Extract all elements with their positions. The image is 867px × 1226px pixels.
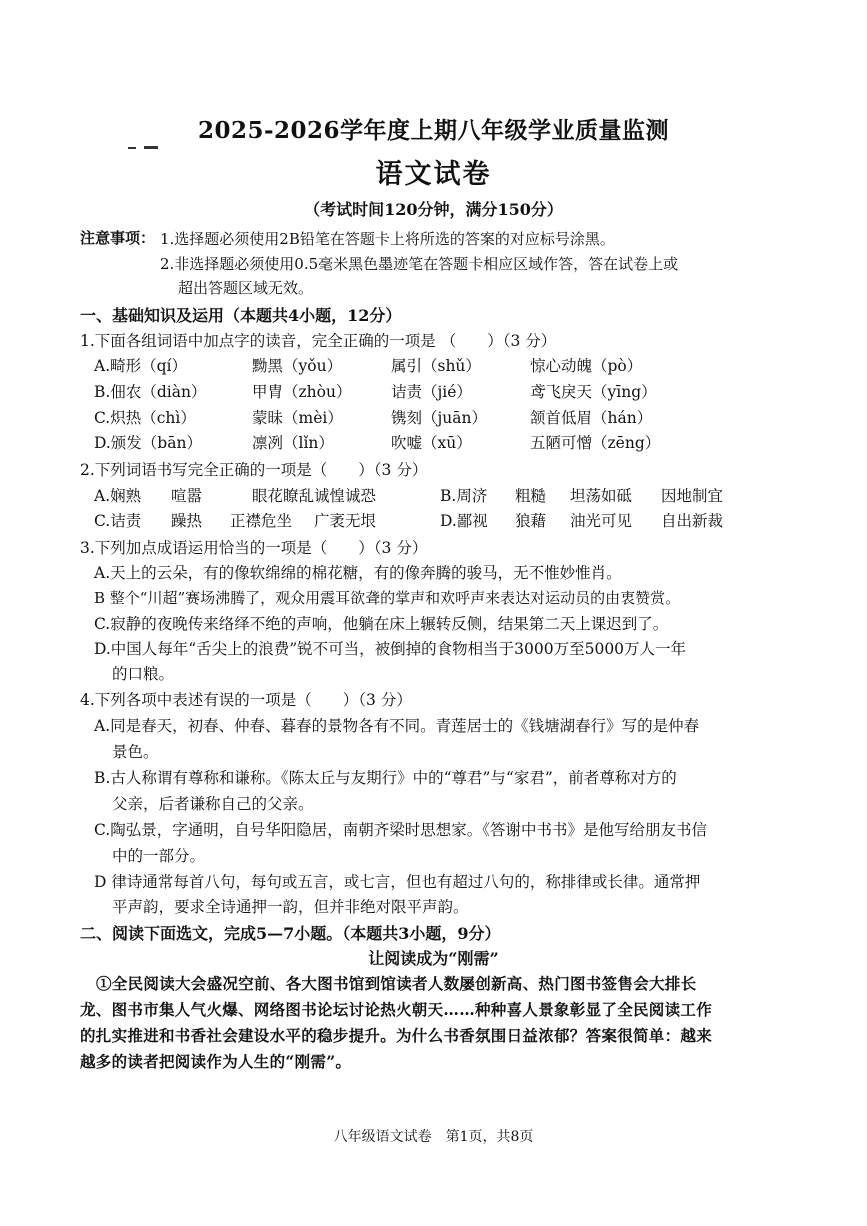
q1-option-b-3: 诘责（jié） (391, 383, 472, 401)
q1-option-a-1: A.畸形（qí） (94, 357, 188, 375)
scan-mark-icon (128, 145, 162, 151)
page-footer: 八年级语文试卷 第1页，共8页 (333, 1129, 534, 1145)
q2-option-d-1: D.鄙视 (440, 512, 488, 530)
q2-option-c-2: 躁热 (171, 512, 203, 530)
q1-option-d-2: 凛冽（lǐn） (252, 434, 334, 452)
q4-option-a-line-2: 景色。 (112, 743, 159, 761)
q2-option-c-1: C.诘责 (94, 512, 142, 530)
q1-option-b-1: B.佃农（diàn） (94, 383, 207, 401)
q2-option-d-4: 自出新裁 (661, 512, 724, 530)
q2-option-c-4: 广袤无垠 (314, 512, 377, 530)
q1-option-a-4: 惊心动魄（pò） (530, 357, 643, 375)
q4-option-b-line-2: 父亲，后者谦称自己的父亲。 (112, 795, 314, 813)
q1-option-a-2: 黝黑（yǒu） (252, 357, 343, 375)
q1-option-b-4: 鸢飞戾天（yīng） (530, 383, 657, 401)
notice-item-2-line-1: 2.非选择题必须使用0.5毫米黑色墨迹笔在答题卡相应区域作答，答在试卷上或 (160, 255, 679, 273)
section-1-heading: 一、基础知识及运用（本题共4小题，12分） (80, 306, 402, 325)
notice-item-2-line-2: 超出答题区域无效。 (178, 279, 314, 297)
q1-option-d-3: 吹嘘（xū） (391, 434, 472, 452)
q4-option-c-line-2: 中的一部分。 (112, 847, 206, 865)
q3-option-c: C.寂静的夜晚传来络绎不绝的声响，他躺在床上辗转反侧，结果第二天上课迟到了。 (94, 615, 669, 633)
q3-option-d-line-2: 的口粮。 (112, 665, 175, 683)
question-1-stem: 1.下面各组词语中加点字的读音，完全正确的一项是 （ ）（3 分） (80, 332, 557, 350)
q1-option-a-3: 属引（shǔ） (391, 357, 481, 375)
notice-label: 注意事项： (80, 229, 156, 247)
q2-option-a-1: A.娴熟 (94, 487, 142, 505)
notice-item-1: 1.选择题必须使用2B铅笔在答题卡上将所选的答案的对应标号涂黑。 (160, 230, 615, 248)
q4-option-a-line-1: A.同是春天，初春、仲春、暮春的景物各有不同。青莲居士的《钱塘湖春行》写的是仲春 (94, 717, 700, 735)
q4-option-d-line-2: 平声韵，要求全诗通押一韵，但并非绝对限平声韵。 (112, 898, 469, 916)
q1-option-b-2: 甲胄（zhòu） (252, 383, 352, 401)
exam-subject: 语文试卷 (375, 159, 492, 190)
question-3-stem: 3.下列加点成语运用恰当的一项是（ ）（3 分） (80, 539, 428, 557)
article-paragraph-line-2: 龙、图书市集人气火爆、网络图书论坛讨论热火朝天……种种喜人景象彰显了全民阅读工作 (80, 1000, 713, 1019)
article-paragraph-line-3: 的扎实推进和书香社会建设水平的稳步提升。为什么书香氛围日益浓郁？答案很简单：越来 (80, 1026, 713, 1045)
q2-option-d-3: 油光可见 (570, 512, 633, 530)
q4-option-d-line-1: D 律诗通常每首八句，每句或五言，或七言，但也有超过八句的，称排律或长律。通常押 (94, 873, 701, 891)
article-paragraph-line-1: ①全民阅读大会盛况空前、各大图书馆到馆读者人数屡创新高、热门图书签售会大排长 (96, 974, 697, 993)
q1-option-d-4: 五陋可憎（zēng） (530, 434, 661, 452)
question-2-stem: 2.下列词语书写完全正确的一项是（ ）（3 分） (80, 461, 428, 479)
q4-option-c-line-1: C.陶弘景，字通明，自号华阳隐居，南朝齐梁时思想家。《答谢中书书》是他写给朋友书信 (94, 821, 707, 839)
q2-option-b-4: 因地制宜 (661, 487, 724, 505)
q1-option-d-1: D.颁发（bān） (94, 434, 202, 452)
q2-option-b-3: 坦荡如砥 (570, 487, 633, 505)
exam-duration-info: （考试时间120分钟，满分150分） (304, 200, 563, 219)
q2-option-d-2: 狼藉 (515, 512, 547, 530)
q2-option-a-4: 诚惶诚恐 (314, 487, 377, 505)
article-paragraph-line-4: 越多的读者把阅读作为人生的“刚需”。 (80, 1052, 352, 1071)
q1-option-c-1: C.炽热（chì） (94, 409, 196, 427)
q3-option-a: A.天上的云朵，有的像软绵绵的棉花糖，有的像奔腾的骏马，无不惟妙惟肖。 (94, 564, 622, 582)
exam-title: 2025-2026学年度上期八年级学业质量监测 (197, 117, 670, 144)
q2-option-c-3: 正襟危坐 (230, 512, 293, 530)
q1-option-c-3: 镌刻（juān） (391, 409, 488, 427)
q1-option-c-2: 蒙昧（mèi） (252, 409, 343, 427)
section-2-heading: 二、阅读下面选文，完成5—7小题。（本题共3小题，9分） (80, 924, 501, 943)
q2-option-a-2: 喧嚣 (171, 487, 203, 505)
question-4-stem: 4.下列各项中表述有误的一项是（ ）（3 分） (80, 691, 412, 709)
q3-option-d-line-1: D.中国人每年“舌尖上的浪费”锐不可当，被倒掉的食物相当于3000万至5000万人一年 (94, 640, 687, 658)
q2-option-a-3: 眼花瞭乱 (252, 487, 315, 505)
q3-option-b: B 整个“川超”赛场沸腾了，观众用震耳欲聋的掌声和欢呼声来表达对运动员的由衷赞赏。 (94, 589, 681, 607)
q4-option-b-line-1: B.古人称谓有尊称和谦称。《陈太丘与友期行》中的“尊君”与“家君”，前者尊称对方的 (94, 769, 677, 787)
q2-option-b-1: B.周济 (440, 487, 488, 505)
q1-option-c-4: 颔首低眉（hán） (530, 409, 653, 427)
article-title: 让阅读成为“刚需” (368, 949, 499, 968)
q2-option-b-2: 粗糙 (515, 487, 547, 505)
